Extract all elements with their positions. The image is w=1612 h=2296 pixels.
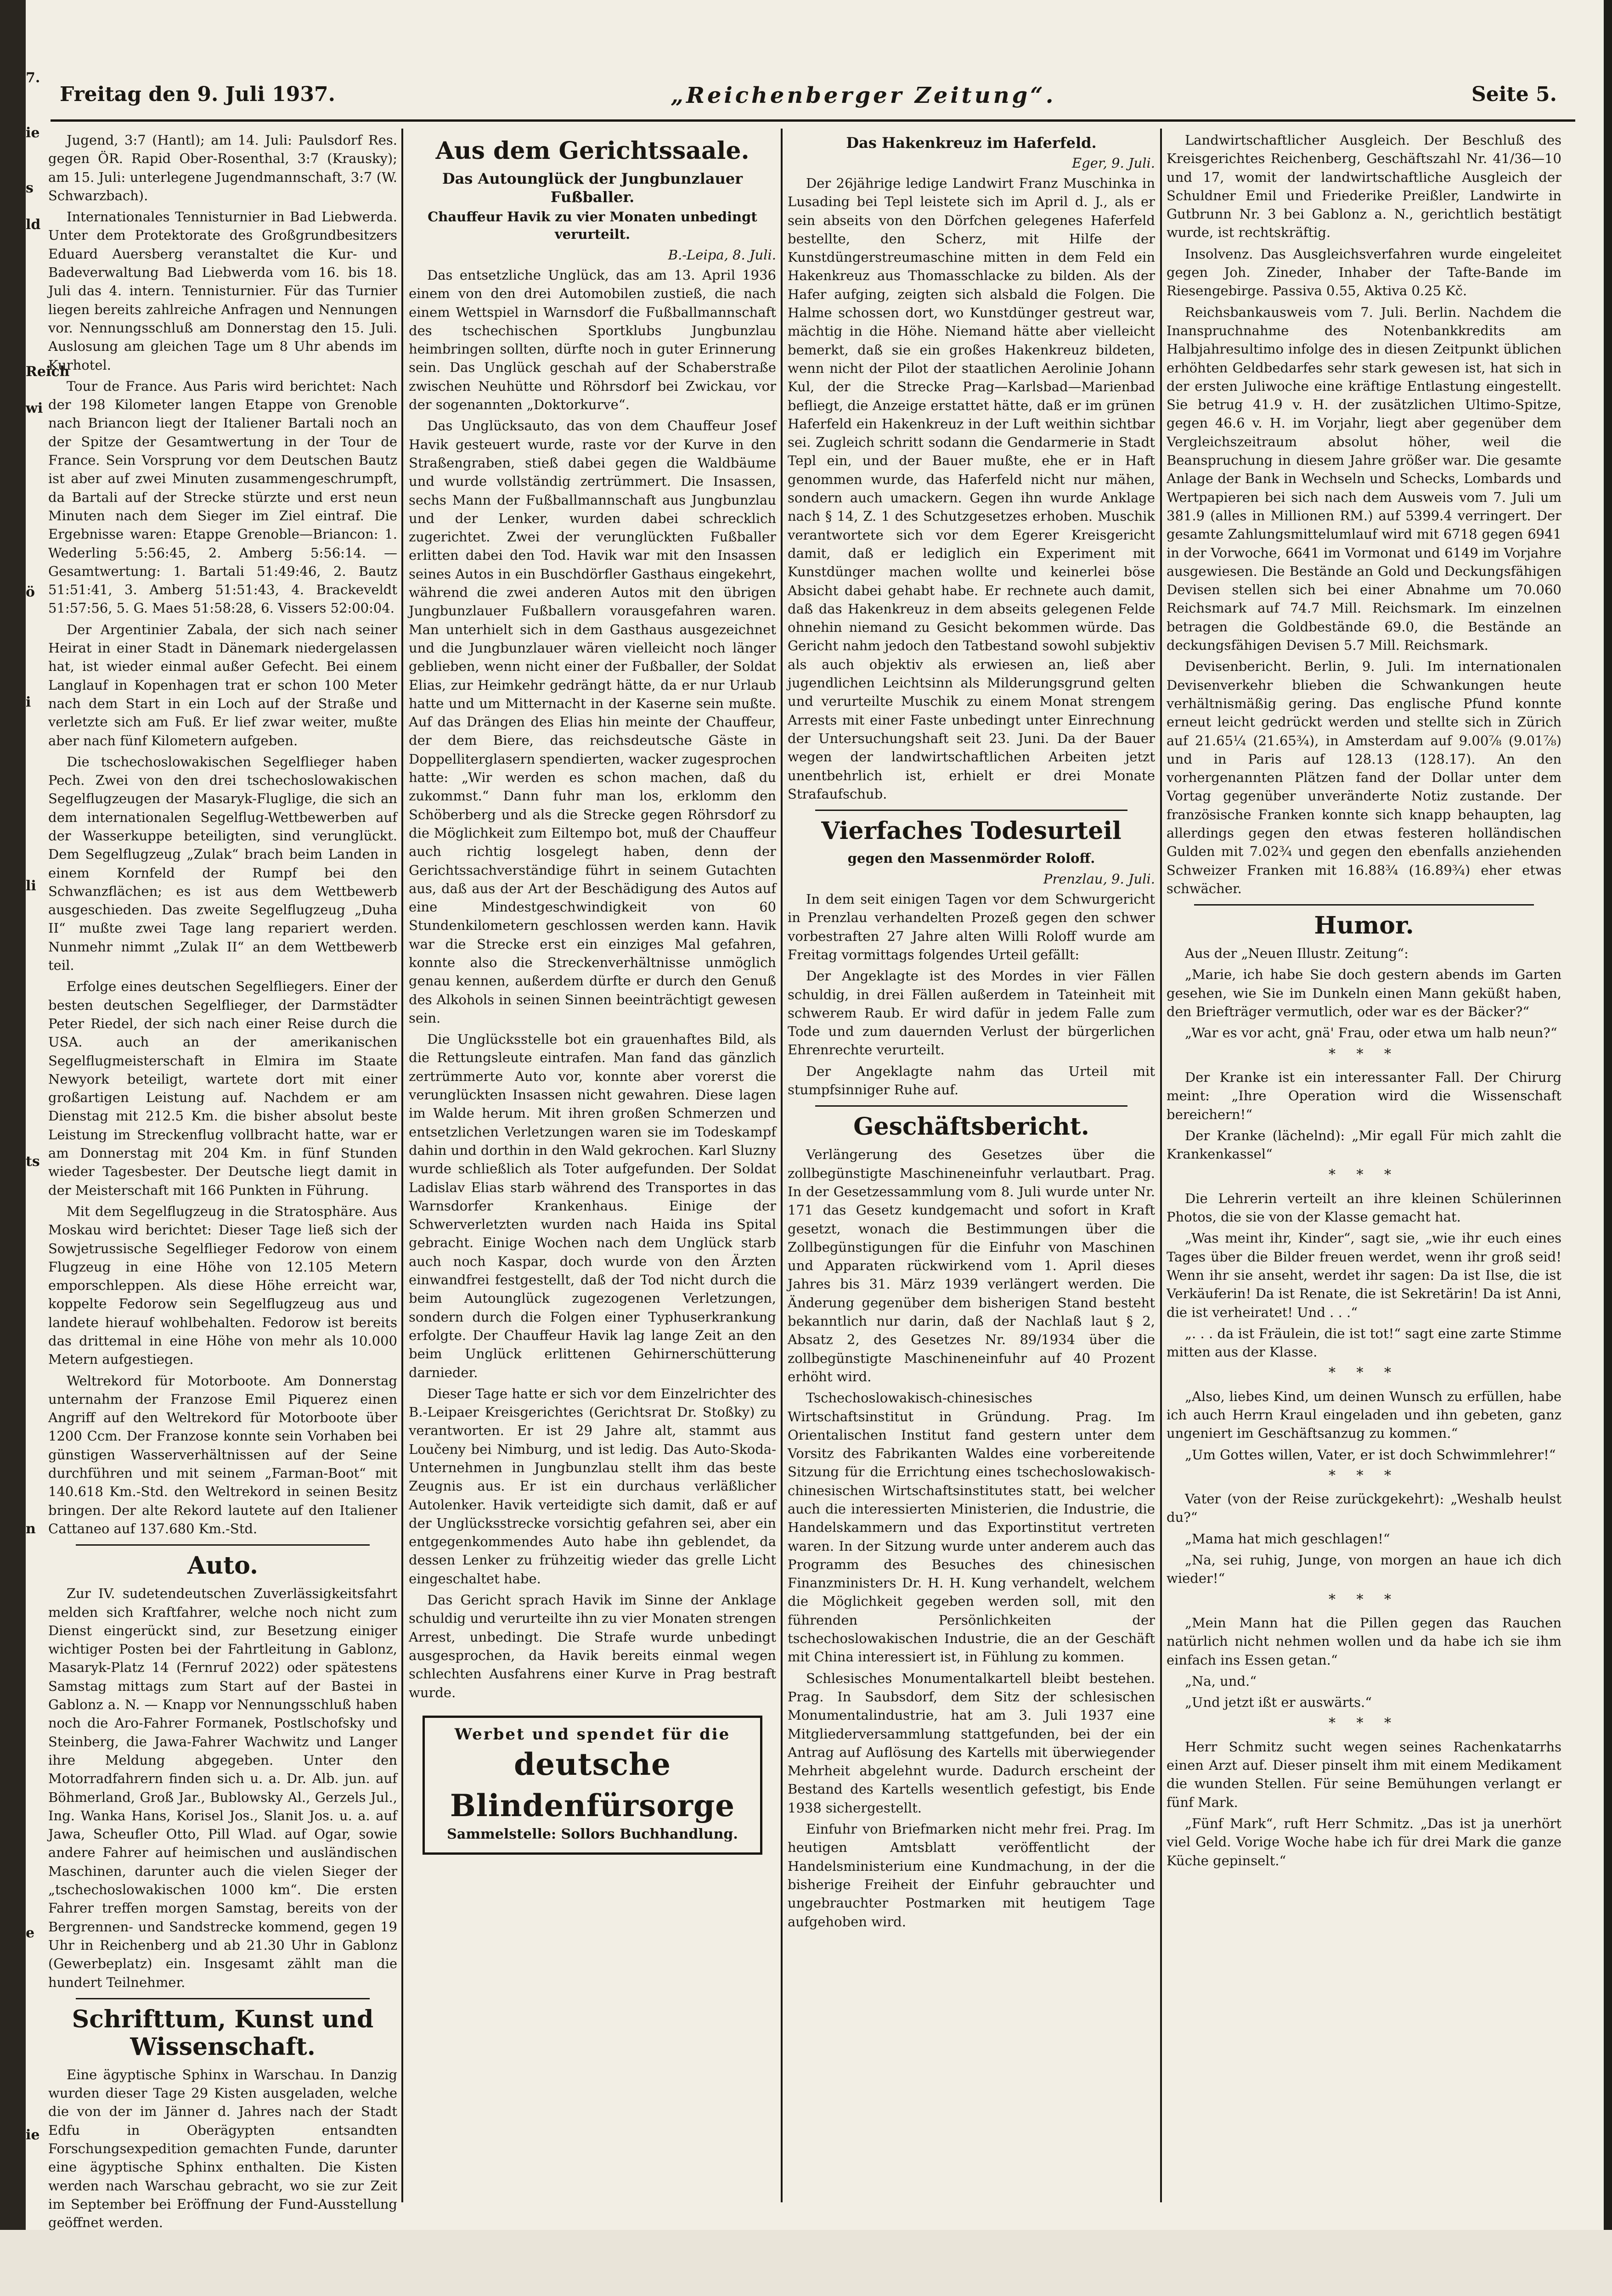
edge-fragment <box>26 2016 42 2034</box>
article-headline: Das Hakenkreuz im Haferfeld. <box>846 134 1097 152</box>
article-paragraph: Zur IV. sudetendeutschen Zuverlässigkeitsfahrt melden sich Kraftfahrer, welche noch nicht zum Dienst eingerückt sind, zur Besetzung einiger wichtiger Posten bei der Fahrtleitung in Gablonz, Masaryk-Platz 14 (Fernruf 2022) oder spätestens Samstag mittags zum Start auf der Bastei in Gablonz a. N. — Knapp vor Nennungsschluß haben noch die Aro-Fahrer Formanek, Postlschofsky und Steinberg, die Jawa-Fahrer Wachwitz und Langer ihre Meldung abgegeben. Unter den Motorradfahrern finden sich u. a. Dr. Alb. jun. auf Böhmerland, Groß Jar., Bublowsky Al., Gerzels Jul., Ing. Wanka Hans, Korisel Jos., Slanit Jos. u. a. auf Jawa, Scheufler Otto, Pill Wlad. auf Ogar, sowie andere Fahrer auf heimischen und ausländischen Maschinen, darunter auch die vielen Sieger der „tschechoslowakischen 1000 km“. Die ersten Fahrer treffen morgen Samstag, bereits von der Bergrennen- und Sandstrecke kommend, gegen 19 Uhr in Reichenberg und ab 21.30 Uhr in Gablonz (Gewerbeplatz) ein. Insgesamt zählt man die hundert Teilnehmer. <box>48 1586 397 1990</box>
edge-fragment <box>26 1226 42 1244</box>
edge-fragment <box>26 1189 42 1208</box>
edge-fragment <box>26 1575 42 1593</box>
edge-fragment <box>26 142 42 161</box>
edge-fragment <box>26 1483 42 1502</box>
column-rule <box>781 129 783 2202</box>
edge-fragment <box>26 932 42 951</box>
separator-stars: * * * <box>1328 1365 1400 1381</box>
edge-fragment <box>26 730 42 748</box>
article-paragraph: Landwirtschaftlicher Ausgleich. Der Beschluß des Kreisgerichtes Reichenberg, Geschäftszahl Nr. 41/36—10 und 17, womit der landwirtschaftliche Ausgleich der Schuldner Emil und Friederike Preißler, Landwirte in Gutbrunn Nr. 3 bei Gablonz a. N., gerichtlich bestätigt wurde, ist rechtskräftig. <box>1167 132 1561 241</box>
edge-fragment <box>26 1116 42 1134</box>
edge-fragment <box>26 2218 42 2236</box>
edge-fragment <box>26 1759 42 1777</box>
article-paragraph: Die Lehrerin verteilt an ihre kleinen Schülerinnen Photos, die sie von der Klasse gemacht hat. <box>1167 1190 1561 1225</box>
edge-fragment <box>26 1281 42 1300</box>
edge-fragment <box>26 1024 42 1042</box>
edge-fragment <box>26 253 42 271</box>
edge-fragment <box>26 510 42 528</box>
edge-fragment: s <box>26 180 34 196</box>
separator-stars: * * * <box>1328 1167 1400 1183</box>
edge-fragment <box>26 1906 42 1924</box>
edge-fragment <box>26 1061 42 1079</box>
column-4 <box>1167 131 1561 2202</box>
article-paragraph: Dieser Tage hatte er sich vor dem Einzelrichter des B.-Leipaer Kreisgerichtes (Gerichtsrat Dr. Stoßky) zu verantworten. Er ist 29 Jahre alt, stammt aus Loučeny bei Nimburg, und ist ledig. Das Auto-Skoda-Unternehmen in Jungbunzlau stellt ihm das beste Zeugnis aus. Er ist ein durchaus verläßlicher Autolenker. Havik verteidigte sich damit, daß er auf der Unglücksstrecke vorsichtig gefahren sei, aber ein entgegenkommendes Auto habe ihn geblendet, da dessen Lenker zu frühzeitig wieder das grelle Licht eingeschaltet habe. <box>409 1385 776 1587</box>
edge-fragment <box>26 491 42 510</box>
article-paragraph: Der Kranke ist ein interessanter Fall. Der Chirurg meint: „Ihre Operation wird die Wissenschaft bereichern!“ <box>1167 1069 1561 1122</box>
edge-fragment: 7. <box>26 70 40 86</box>
article-paragraph: Der Angeklagte nahm das Urteil mit stumpfsinniger Ruhe auf. <box>788 1063 1155 1098</box>
edge-fragment <box>26 1171 42 1189</box>
column-rule <box>1160 129 1162 2202</box>
edge-fragment <box>26 1998 42 2016</box>
edge-fragment <box>26 106 42 124</box>
article-paragraph: Der Argentinier Zabala, der sich nach seiner Heirat in einer Stadt in Dänemark niedergelassen hat, ist wieder einmal außer Gefecht. Bei einem Langlauf in Kopenhagen trat er schon 100 Meter nach dem Start in ein Loch auf der Straße und verletzte sich am Fuß. Er lief zwar weiter, mußte aber nach fünf Kilometern aufgeben. <box>48 621 397 748</box>
edge-fragment <box>26 602 42 620</box>
column-1 <box>48 131 397 2231</box>
edge-fragment <box>26 657 42 675</box>
adjacent-page-edge <box>26 69 70 2204</box>
edge-fragment <box>26 1428 42 1446</box>
section-heading: Humor. <box>1314 912 1414 940</box>
edge-fragment <box>26 1244 42 1263</box>
edge-fragment <box>26 2108 42 2126</box>
edge-fragment <box>26 436 42 455</box>
edge-fragment: ö <box>26 584 35 600</box>
edge-fragment <box>26 289 42 308</box>
article-paragraph: Das entsetzliche Unglück, das am 13. April 1936 einem von den drei Automobilen zustieß, die nach einem Wettspiel in Warnsdorf die Fußballmannschaft des tschechischen Sportklubs Jungbunzlau heimbringen sollten, dürfte noch in guter Erinnerung sein. Das Unglück geschah auf der Schaberstraße zwischen Neuhütte und Röhrsdorf bei Zwickau, vor der sogenannten „Doktorkurve“. <box>409 267 776 413</box>
edge-fragment <box>26 528 42 546</box>
separator-stars: * * * <box>1328 1715 1400 1732</box>
article-paragraph: „Marie, ich habe Sie doch gestern abends im Garten gesehen, wie Sie im Dunkeln einen Mann geküßt haben, den Briefträger vermutlich, oder war es der Bäcker?“ <box>1167 967 1561 1020</box>
article-paragraph: Das Unglücksauto, das von dem Chauffeur Josef Havik gesteuert wurde, raste vor der Kurve in den Straßengraben, stieß dabei gegen die Waldbäume und wurde vollständig zertrümmert. Die Insassen, sechs Mann der Fußballmannschaft aus Jungbunzlau und der Lenker, wurden dabei schrecklich zugerichtet. Zwei der verunglückten Fußballer erlitten dabei den Tod. Havik war mit den Insassen seines Autos in ein Buschdörfler Gasthaus eingekehrt, während die zwei anderen Autos mit den übrigen Jungbunzlauer Fußballern vorausgefahren waren. Man unterhielt sich in dem Gasthaus ausgezeichnet und die Jungbunzlauer wären vielleicht noch länger geblieben, wenn nicht einer der Fußballer, der Soldat Elias, zur Heimkehr gedrängt hätte, da er nur Urlaub hatte und um Mitternacht in der Kaserne sein mußte. Auf das Drängen des Elias hin meinte der Chauffeur, der dem Biere, das reichsdeutsche Gäste in Doppelliterglasern spendierten, wacker zugesprochen hatte: „Wir werden es schon machen, daß du zukommst.“ Dann fuhr man los, erklomm den Schöberberg und als die Strecke gegen Röhrsdorf zu die Möglichkeit zum Eiltempo bot, muß der Chauffeur auch richtig losgelegt haben, denn der Gerichtssachverständige führt in seinem Gutachten aus, daß aus der Art der Beschädigung des Autos auf eine Mindestgeschwindigkeit von 60 Stundenkilometern geschlossen werden kann. Havik war die Strecke erst ein einziges Mal gefahren, konnte also die Streckenverhältnisse unmöglich genau kennen, außerdem dürfte er durch den Genuß des Alkohols in seinen Sinnen beeinträchtigt gewesen sein. <box>409 418 776 1026</box>
edge-fragment <box>26 1208 42 1226</box>
edge-fragment <box>26 2181 42 2200</box>
edge-fragment <box>26 2200 42 2218</box>
edge-fragment <box>26 951 42 969</box>
edge-fragment <box>26 565 42 583</box>
edge-fragment <box>26 1961 42 1979</box>
right-border <box>1604 0 1612 2230</box>
edge-fragment <box>26 804 42 822</box>
edge-fragment <box>26 1612 42 1630</box>
edge-fragment <box>26 271 42 289</box>
edge-fragment: Reich <box>26 364 70 380</box>
article-subheadline: Chauffeur Havik zu vier Monaten unbedingt verurteilt. <box>428 209 757 242</box>
edge-fragment <box>26 620 42 638</box>
article-paragraph: Der 26jährige ledige Landwirt Franz Muschinka in Lusading bei Tepl leistete sich im April d. J., als er sein abseits von den Dörfchen gelegenes Haferfeld bestellte, den Scherz, mit Hilfe der Kunstdüngerstreumaschine mitten in dem Feld ein Hakenkreuz aus Thomasschlacke zu bilden. Als der Hafer aufging, zeigten sich alsbald die Folgen. Die Halme schossen dort, wo Kunstdünger gestreut war, mächtig in die Höhe. Niemand hätte aber vielleicht bemerkt, daß sie ein großes Hakenkreuz bildeten, wenn nicht der Pilot der staatlichen Aerolinie Johann Kul, der die Strecke Prag—Karlsbad—Marienbad befliegt, die Anzeige erstattet hätte, daß er im grünen Haferfeld ein Hakenkreuz in der Luft weithin sichtbar sei. Zugleich schritt sodann die Gendarmerie in Stadt Tepl ein, und der Bauer mußte, ehe er in Haft genommen wurde, das Haferfeld nicht nur mähen, sondern auch umackern. Gegen ihn wurde Anklage nach § 14, Z. 1 des Schutzgesetzes erhoben. Muschik verantwortete sich vor dem Egerer Kreisgericht damit, daß er lediglich ein Experiment mit Kunstdünger machen wollte und keinerlei böse Absicht dabei gehabt habe. Er rechnete auch damit, daß das Hakenkreuz in dem abseits gelegenen Felde ohnehin niemand zu Gesicht bekommen würde. Das Gericht nahm jedoch den Tatbestand sowohl subjektiv als auch objektiv als erwiesen an, ließ aber jugendlichen Leichtsinn als Milderungsgrund gelten und verurteilte Muschik zu einem Monat strengem Arrests mit einer Faste unbedingt unter Einrechnung der Untersuchungshaft seit 23. Juni. Da der Bauer wegen der landwirtschaftlichen Arbeiten jetzt unentbehrlich ist, erhielt er drei Monate Strafaufschub. <box>788 175 1155 802</box>
article-paragraph: „Und jetzt ißt er auswärts.“ <box>1185 1694 1372 1711</box>
edge-fragment <box>26 969 42 987</box>
ad-line: Werbet und spendet für die <box>454 1725 731 1744</box>
article-paragraph: „Um Gottes willen, Vater, er ist doch Schwimmlehrer!“ <box>1185 1446 1556 1463</box>
edge-fragment <box>26 785 42 804</box>
edge-fragment <box>26 2089 42 2108</box>
edge-fragment <box>26 1446 42 1465</box>
edge-fragment <box>26 1593 42 1612</box>
article-paragraph: Verlängerung des Gesetzes über die zollbegünstigte Maschineneinfuhr verlautbart. Prag. In der Gesetzessammlung vom 8. Juli wurde unter Nr. 171 das Gesetz kundgemacht und sofort in Kraft gesetzt, wonach die Bestimmungen über die Zollbegünstigungen für die Einfuhr von Maschinen und Apparaten rückwirkend vom 1. April dieses Jahres bis 31. März 1939 verlängert werden. Die Änderung gegenüber dem bisherigen Stand besteht bekanntlich nur darin, daß der Nachlaß laut § 2, Absatz 2, des Gesetzes Nr. 89/1934 über die zollbegünstigte Maschineneinfuhr auf 40 Prozent erhöht wird. <box>788 1147 1155 1384</box>
article-paragraph: Mit dem Segelflugzeug in die Stratosphäre. Aus Moskau wird berichtet: Dieser Tage ließ sich der Sowjetrussische Segelflieger Fedorow von einem Flugzeug in eine Höhe von 12.105 Metern emporschleppen. Als diese Höhe erreicht war, koppelte Fedorow sein Segelflugzeug aus und landete hierauf wohlbehalten. Fedorow ist bereits das drittemal in eine Höhe von mehr als 10.000 Metern aufgestiegen. <box>48 1203 397 1367</box>
section-heading: Schrifttum, Kunst und Wissenschaft. <box>72 2005 374 2061</box>
article-paragraph: In dem seit einigen Tagen vor dem Schwurgericht in Prenzlau verhandelten Prozeß gegen den schwer vorbestraften 27 Jahre alten Willi Roloff wurde am Freitag vormittags folgendes Urteil gefällt: <box>788 891 1155 962</box>
column-3 <box>788 131 1155 2202</box>
edge-fragment: li <box>26 878 36 894</box>
article-paragraph: „Mein Mann hat die Pillen gegen das Rauchen natürlich nicht nehmen wollen und da habe ich sie ihm einfach ins Essen getan.“ <box>1167 1615 1561 1668</box>
edge-fragment <box>26 308 42 326</box>
edge-fragment <box>26 1355 42 1373</box>
article-paragraph: Devisenbericht. Berlin, 9. Juli. Im internationalen Devisenverkehr blieben die Schwankungen heute verhältnismäßig gering. Das englische Pfund konnte erneut leicht gedrückt werden und stellte sich in Zürich auf 21.65¼ (21.65¾), in Amsterdam auf 9.00⅞ (9.01⅞) und in Paris auf 128.13 (128.17). An den vorhergenannten Plätzen fand der Dollar unter dem Vortag gegenüber unveränderte Notiz zustande. Der französische Franken konnte sich knapp behaupten, lag allerdings gegen den etwas festeren holländischen Gulden mit 7.02¾ und gegen den ebenfalls anziehenden Schweizer Franken mit 16.88¾ (16.89¾) eher etwas schwächer. <box>1167 658 1561 896</box>
article-paragraph: Schlesisches Monumentalkartell bleibt bestehen. Prag. In Saubsdorf, dem Sitz der schlesischen Monumentalindustrie, hat am 3. Juli 1937 eine Mitgliederversammlung stattgefunden, bei der ein Antrag auf Auflösung des Kartells mit überwiegender Mehrheit abgelehnt wurde. Dadurch erscheint der Bestand des Kartells wesentlich gefestigt, bis Ende 1938 sichergestellt. <box>788 1670 1155 1816</box>
edge-fragment <box>26 914 42 932</box>
edge-fragment <box>26 344 42 363</box>
edge-fragment <box>26 546 42 565</box>
edge-fragment: ie <box>26 2127 40 2143</box>
edge-fragment <box>26 2236 42 2255</box>
edge-fragment <box>26 712 42 730</box>
section-rule <box>815 810 1127 811</box>
article-paragraph: Erfolge eines deutschen Segelfliegers. Einer der besten deutschen Segelflieger, der Darmstädter Peter Riedel, der sich nach einer Reise durch die USA. auch an der amerikanischen Segelflugmeisterschaft in Elmira im Staate Newyork beteiligt, wartete dort mit einer großartigen Leistung auf. Nachdem er am Dienstag mit 212.5 Km. die bisher absolut beste Leistung im Streckenflug vollbracht hatte, war er am Donnerstag mit 204 Km. in fünf Stunden wieder Tagesbester. Der Deutsche liegt damit in der Meisterschaft mit 166 Punkten in Führung. <box>48 979 397 1198</box>
separator-stars: * * * <box>1328 1467 1400 1484</box>
section-heading: Geschäftsbericht. <box>853 1113 1089 1141</box>
edge-fragment <box>26 2273 42 2291</box>
edge-fragment <box>26 1502 42 1520</box>
edge-fragment: wi <box>26 400 43 416</box>
article-paragraph: Vater (von der Reise zurückgekehrt): „Weshalb heulst du?“ <box>1167 1491 1561 1525</box>
edge-fragment <box>26 638 42 657</box>
article-paragraph: Insolvenz. Das Ausgleichsverfahren wurde eingeleitet gegen Joh. Zineder, Inhaber der Tafte-Bande im Riesengebirge. Passiva 0.55, Aktiva 0.25 Kč. <box>1167 246 1561 299</box>
edge-fragment <box>26 455 42 473</box>
article-paragraph: Aus der „Neuen Illustr. Zeitung“: <box>1185 945 1409 962</box>
edge-fragment: ts <box>26 1154 40 1170</box>
edge-fragment <box>26 1685 42 1704</box>
edge-fragment <box>26 1300 42 1318</box>
column-rule <box>401 129 403 2202</box>
edge-fragment: ie <box>26 125 40 141</box>
edge-fragment <box>26 1887 42 1906</box>
edge-fragment: ld <box>26 217 41 233</box>
page-number: Seite 5. <box>1471 83 1557 106</box>
article-paragraph: Das Gericht sprach Havik im Sinne der Anklage schuldig und verurteilte ihn zu vier Monaten strengen Arrest, unbedingt. Die Strafe wurde unbedingt ausgesprochen, da Havik bereits einmal wegen schlechten Ausfahrens einer Kurve in Prag bestraft wurde. <box>409 1592 776 1700</box>
binding-spine <box>0 0 26 2230</box>
edge-fragment <box>26 1851 42 1869</box>
article-paragraph: „Was meint ihr, Kinder“, sagt sie, „wie ihr euch eines Tages über die Bilder freuen werdet, wenn ihr groß seid! Wenn ihr sie anseht, werdet ihr sagen: Da ist Ilse, die ist Verkäuferin! Da ist Renate, die ist Sekretärin! Da ist Anni, die ist verheiratet! Und . . .“ <box>1167 1230 1561 1320</box>
edge-fragment <box>26 2053 42 2071</box>
article-paragraph: Eine ägyptische Sphinx in Warschau. In Danzig wurden dieser Tage 29 Kisten ausgeladen, welche die von der im Jänner d. Jahres nach der Stadt Edfu in Oberägypten entsandten Forschungsexpedition gemachten Funde, darunter eine ägyptische Sphinx enthalten. Die Kisten werden nach Warschau gebracht, wo sie zur Zeit im September bei Eröffnung der Fund-Ausstellung geöffnet werden. <box>48 2066 397 2231</box>
edge-fragment <box>26 1006 42 1024</box>
edge-fragment <box>26 675 42 693</box>
edge-fragment <box>26 1336 42 1355</box>
edge-fragment <box>26 859 42 877</box>
edge-fragment <box>26 1942 42 1961</box>
article-paragraph: Weltrekord für Motorboote. Am Donnerstag unternahm der Franzose Emil Piquerez einen Angriff auf den Weltrekord für Motorboote über 1200 Ccm. Der Franzose konnte sein Vorhaben bei günstigen Wasserverhältnissen auf der Seine durchführen und mit seinem „Farman-Boot“ mit 140.618 Km.-Std. den Weltrekord in seinen Besitz bringen. Der alte Rekord lautete auf den Italiener Cattaneo auf 137.680 Km.-Std. <box>48 1373 397 1536</box>
edge-fragment <box>26 2163 42 2181</box>
dateline: Eger, 9. Juli. <box>1072 155 1155 171</box>
edge-fragment <box>26 1814 42 1832</box>
edge-fragment: e <box>26 1925 35 1941</box>
article-paragraph: Jugend, 3:7 (Hantl); am 14. Juli: Paulsdorf Res. gegen ÖR. Rapid Ober-Rosenthal, 3:7 (Krausky); am 15. Juli: unterlegene Jugendmannschaft, 3:7 (W. Schwarzbach). <box>48 132 397 203</box>
dateline: B.-Leipa, 8. Juli. <box>668 247 776 263</box>
edge-fragment <box>26 1042 42 1061</box>
edge-fragment <box>26 1777 42 1795</box>
section-heading: Aus dem Gerichtssaale. <box>435 137 750 165</box>
advertisement-box <box>423 1716 762 1855</box>
edge-fragment <box>26 987 42 1006</box>
edge-fragment <box>26 1979 42 1998</box>
article-paragraph: Die tschechoslowakischen Segelflieger haben Pech. Zwei von den drei tschechoslowakischen Segelflugzeugen der Masaryk-Fluglige, die sich an dem internationalen Segelflug-Wettbewerben auf der Wasserkuppe beteiligten, sind verunglückt. Dem Segelflugzeug „Zulak“ brach beim Landen in einem Kornfeld der Rumpf bei den Schwanzflächen; es ist aus dem Wettbewerb ausgeschieden. Das zweite Segelflugzeug „Duha II“ mußte zwei Tage lang repariert werden. Nunmehr nimmt „Zulak II“ an dem Wettbewerb teil. <box>48 754 397 974</box>
edge-fragment <box>26 234 42 253</box>
article-paragraph: „Na, und.“ <box>1185 1673 1257 1689</box>
section-heading: Auto. <box>187 1552 259 1580</box>
edge-fragment <box>26 2255 42 2273</box>
edge-fragment <box>26 1318 42 1336</box>
newspaper-title: „Reichenberger Zeitung“. <box>671 83 1056 108</box>
edge-fragment <box>26 767 42 785</box>
article-paragraph: „Na, sei ruhig, Junge, von morgen an haue ich dich wieder!“ <box>1167 1552 1561 1587</box>
article-paragraph: Tour de France. Aus Paris wird berichtet: Nach der 198 Kilometer langen Etappe von Grenoble nach Briancon liegt der Italiener Bartali noch an der Spitze der Gesamtwertung in der Tour de France. Sein Vorsprung vor dem Deutschen Bautz ist aber auf zwei Minuten zusammengeschrumpft, da Bartali auf der Strecke stürzte und erst neun Minuten nach dem Sieger im Ziel eintraf. Die Ergebnisse waren: Etappe Grenoble—Briancon: 1. Wederling 5:56:45, 2. Amberg 5:56:14. — Gesamtwertung: 1. Bartali 51:49:46, 2. Bautz 51:51:41, 3. Amberg 51:51:43, 4. Brackeveldt 51:57:56, 5. G. Maes 51:58:28, 6. Vissers 52:00:04. <box>48 378 397 616</box>
edge-fragment <box>26 2144 42 2163</box>
header-date: Freitag den 9. Juli 1937. <box>60 83 335 106</box>
article-paragraph: „Also, liebes Kind, um deinen Wunsch zu erfüllen, habe ich auch Herrn Kraul eingeladen und ihn gebeten, ganz ungeniert im Geschäftsanzug zu kommen.“ <box>1167 1388 1561 1441</box>
edge-fragment <box>26 1667 42 1685</box>
edge-fragment <box>26 1263 42 1281</box>
edge-fragment <box>26 1795 42 1814</box>
header-rule <box>51 119 1575 122</box>
edge-fragment: n <box>26 1521 36 1537</box>
article-subheadline: gegen den Massenmörder Roloff. <box>847 850 1095 867</box>
article-paragraph: Einfuhr von Briefmarken nicht mehr frei. Prag. Im heutigen Amtsblatt veröffentlicht der Handelsministerium eine Kundmachung, in der die bisherige Freiheit der Einfuhr gebrauchter und ungebrauchter Postmarken mit heutigem Tage aufgehoben wird. <box>788 1821 1155 1930</box>
edge-fragment <box>26 197 42 216</box>
edge-fragment <box>26 1079 42 1097</box>
article-paragraph: „Mama hat mich geschlagen!“ <box>1185 1531 1390 1547</box>
edge-fragment <box>26 1097 42 1116</box>
separator-stars: * * * <box>1328 1046 1400 1062</box>
article-paragraph: Die Unglücksstelle bot ein grauenhaftes Bild, als die Rettungsleute eintrafen. Man fand das gänzlich zertrümmerte Auto vor, konnte aber vorerst die verunglückten Insassen nicht gewahren. Diese lagen im Walde herum. Mit ihren großen Schmerzen und entsetzlichen Verletzungen waren sie im Todeskampf dahin und dorthin in den Wald gekrochen. Karl Sluzny wurde schließlich als Toter aufgefunden. Der Soldat Ladislav Elias starb während des Transportes in das Warnsdorfer Krankenhaus. Einige der Schwerverletzten wurden nach Haida ins Spital gebracht. Einige Wochen nach dem Unglück starb auch noch Kaspar, doch wurde von den Ärzten einwandfrei festgestellt, daß der Tod nicht durch die beim Autounglück zugezogenen Verletzungen, sondern durch die Folgen einer Typhuserkrankung erfolgte. Der Chauffeur Havik lag lange Zeit an den beim Unglück erlittenen Gehirnerschütterung darnieder. <box>409 1031 776 1380</box>
ad-line: Sammelstelle: Sollors Buchhandlung. <box>447 1826 738 1842</box>
edge-fragment <box>26 1410 42 1428</box>
edge-fragment <box>26 1373 42 1391</box>
page-header <box>51 83 1575 115</box>
edge-fragment <box>26 1538 42 1557</box>
edge-fragment <box>26 87 42 106</box>
article-paragraph: Herr Schmitz sucht wegen seines Rachenkatarrhs einen Arzt auf. Dieser pinselt ihm mit einem Medikament die wunden Stellen. Für seine Bemühungen verlangt er fünf Mark. <box>1167 1739 1561 1810</box>
edge-fragment <box>26 1869 42 1887</box>
article-paragraph: Tschechoslowakisch-chinesisches Wirtschaftsinstitut in Gründung. Prag. Im Orientalischen Institut fand gestern unter dem Vorsitz des Fabrikanten Waldes eine vorbereitende Sitzung für die Errichtung eines tschechoslowakisch-chinesischen Wirtschaftsinstitutes statt, bei welcher auch die interessierten Ministerien, die Industrie, die Handelskammern und das Exportinstitut vertreten waren. In der Sitzung wurde unter anderem auch das Programm des Besuches des chinesischen Finanzministers Dr. H. H. Kung verhandelt, welchem die Möglichkeit gegeben werden soll, mit den führenden Persönlichkeiten der tschechoslowakischen Industrie, die an der Geschäft mit China interessiert ist, in Fühlung zu kommen. <box>788 1390 1155 1665</box>
edge-fragment <box>26 418 42 436</box>
edge-fragment <box>26 1722 42 1740</box>
edge-fragment <box>26 326 42 344</box>
article-paragraph: Reichsbankausweis vom 7. Juli. Berlin. Nachdem die Inanspruchnahme des Notenbankkredits am Halbjahresultimo infolge des in diesen Zeitpunkt üblichen erhöhten Geldbedarfes sehr stark gewesen ist, hat sich in der ersten Juliwoche eine kräftige Entlastung eingestellt. Sie betrug 41.9 v. H. der zusätzlichen Ultimo-Spitze, gegen 46.6 v. H. im Vorjahr, liegt aber gegenüber dem Vergleichszeitraum absolut höher, weil die Beanspruchung in diesem Jahre größer war. Die gesamte Anlage der Bank in Wechseln und Schecks, Lombards und Wertpapieren bei sich nach dem Ausweis vom 7. Juli um 381.9 (alles in Millionen RM.) auf 5399.4 verringert. Der gesamte Zahlungsmittelumlauf wird mit 6718 gegen 6941 in der Vorwoche, 6641 im Vormonat und 6149 im Vorjahre ausgewiesen. Die Bestände an Gold und Deckungsfähigen Devisen stellen sich bei einer Abnahme um 70.060 Reichsmark auf 74.7 Mill. Reichsmark. Im einzelnen betragen die Goldbestände 69.0, die Bestände an deckungsfähigen Devisen 5.7 Mill. Reichsmark. <box>1167 304 1561 653</box>
section-rule <box>76 1998 370 1999</box>
separator-stars: * * * <box>1328 1591 1400 1608</box>
article-headline: Das Autounglück der Jungbunzlauer Fußballer. <box>442 170 743 206</box>
edge-fragment <box>26 1649 42 1667</box>
edge-fragment <box>26 1557 42 1575</box>
ad-line: deutsche Blindenfürsorge <box>450 1746 735 1823</box>
edge-fragment <box>26 822 42 840</box>
section-heading: Vierfaches Todesurteil <box>821 817 1122 845</box>
edge-fragment <box>26 473 42 491</box>
edge-fragment <box>26 840 42 859</box>
edge-fragment: i <box>26 694 31 710</box>
edge-fragment <box>26 2034 42 2053</box>
article-paragraph: „Fünf Mark“, ruft Herr Schmitz. „Das ist ja unerhört viel Geld. Vorige Woche habe ich für drei Mark die ganze Küche gepinselt.“ <box>1167 1815 1561 1868</box>
edge-fragment <box>26 381 42 400</box>
edge-fragment <box>26 1134 42 1153</box>
article-paragraph: Der Kranke (lächelnd): „Mir egall Für mich zahlt die Krankenkassel“ <box>1167 1127 1561 1162</box>
edge-fragment <box>26 2071 42 2089</box>
section-rule <box>815 1105 1127 1107</box>
section-rule <box>1194 904 1534 906</box>
article-paragraph: Der Angeklagte ist des Mordes in vier Fällen schuldig, in drei Fällen außerdem in Tateinheit mit schwerem Raub. Er wird dafür in jedem Falle zum Tode und zum dauernden Verlust der bürgerlichen Ehrenrechte verurteilt. <box>788 968 1155 1058</box>
column-2 <box>409 131 776 2202</box>
article-paragraph: „. . . da ist Fräulein, die ist tot!“ sagt eine zarte Stimme mitten aus der Klasse. <box>1167 1325 1561 1360</box>
edge-fragment <box>26 1630 42 1649</box>
edge-fragment <box>26 161 42 179</box>
article-paragraph: „War es vor acht, gnä' Frau, oder etwa um halb neun?“ <box>1185 1025 1557 1041</box>
section-rule <box>76 1544 370 1546</box>
edge-fragment <box>26 1704 42 1722</box>
edge-fragment <box>26 1740 42 1759</box>
edge-fragment <box>26 748 42 767</box>
edge-fragment <box>26 1832 42 1851</box>
dateline: Prenzlau, 9. Juli. <box>1043 871 1155 887</box>
edge-fragment <box>26 2291 42 2296</box>
edge-fragment <box>26 1465 42 1483</box>
article-paragraph: Internationales Tennisturnier in Bad Liebwerda. Unter dem Protektorate des Großgrundbesitzers Eduard Auersberg veranstaltet die Kur- und Badeverwaltung Bad Liebwerda vom 16. bis 18. Juli das 4. intern. Tennisturnier. Für das Turnier liegen bereits zahlreiche Anfragen und Nennungen vor. Nennungsschluß am Donnerstag den 15. Juli. Auslosung am gleichen Tage um 8 Uhr abends im Kurhotel. <box>48 209 397 373</box>
edge-fragment <box>26 1391 42 1410</box>
edge-fragment <box>26 895 42 914</box>
